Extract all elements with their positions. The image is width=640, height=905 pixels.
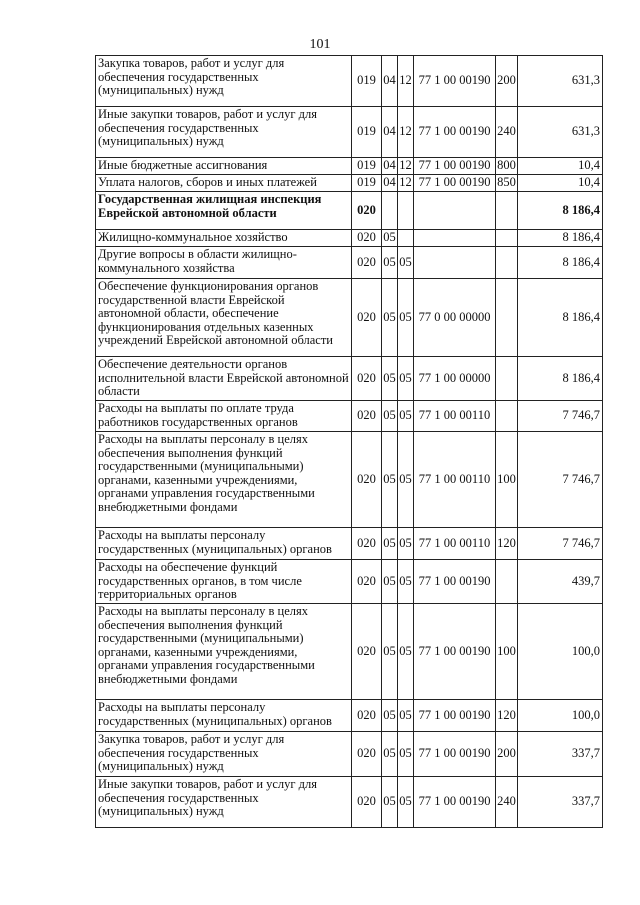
row-subsection-code: 05 [398, 777, 414, 828]
row-section-code: 05 [382, 279, 398, 357]
row-target-article-code: 77 1 00 00190 [414, 56, 496, 107]
row-ministry-code: 020 [352, 604, 382, 700]
row-amount: 7 746,7 [518, 401, 603, 432]
row-amount: 439,7 [518, 560, 603, 604]
row-amount: 337,7 [518, 732, 603, 777]
row-target-article-code: 77 1 00 00190 [414, 158, 496, 175]
row-amount: 100,0 [518, 700, 603, 732]
row-expense-type-code: 100 [496, 604, 518, 700]
row-amount: 100,0 [518, 604, 603, 700]
row-subsection-code: 12 [398, 158, 414, 175]
row-section-code: 05 [382, 732, 398, 777]
row-amount: 7 746,7 [518, 528, 603, 560]
row-ministry-code: 019 [352, 107, 382, 158]
row-ministry-code: 020 [352, 401, 382, 432]
row-subsection-code: 05 [398, 560, 414, 604]
row-target-article-code: 77 1 00 00190 [414, 175, 496, 192]
row-name-cell: Иные бюджетные ассигнования [96, 158, 352, 175]
table-row [96, 401, 603, 432]
row-ministry-code: 020 [352, 230, 382, 247]
row-subsection-code: 05 [398, 357, 414, 401]
row-amount: 10,4 [518, 158, 603, 175]
table-row [96, 357, 603, 401]
row-expense-type-code: 200 [496, 732, 518, 777]
row-subsection-code: 05 [398, 247, 414, 279]
row-subsection-code: 05 [398, 700, 414, 732]
row-amount: 8 186,4 [518, 247, 603, 279]
table-row [96, 279, 603, 357]
row-expense-type-code: 850 [496, 175, 518, 192]
row-expense-type-code: 100 [496, 432, 518, 528]
row-section-code: 04 [382, 56, 398, 107]
row-subsection-code: 05 [398, 732, 414, 777]
row-section-code: 04 [382, 175, 398, 192]
row-expense-type-code: 120 [496, 528, 518, 560]
row-name-cell: Расходы на выплаты персоналу государственных (муниципальных) органов [96, 528, 352, 560]
row-target-article-code: 77 1 00 00190 [414, 700, 496, 732]
row-section-code: 05 [382, 401, 398, 432]
row-name-cell: Иные закупки товаров, работ и услуг для обеспечения государственных (муниципальных) нужд [96, 777, 352, 828]
row-amount: 631,3 [518, 107, 603, 158]
row-amount: 337,7 [518, 777, 603, 828]
row-amount: 8 186,4 [518, 192, 603, 230]
row-ministry-code: 020 [352, 279, 382, 357]
page-number: 101 [309, 37, 331, 52]
row-expense-type-code: 800 [496, 158, 518, 175]
budget-table-body [96, 56, 603, 828]
row-ministry-code: 020 [352, 432, 382, 528]
row-amount: 7 746,7 [518, 432, 603, 528]
row-name-cell: Государственная жилищная инспекция Еврейской автономной области [96, 192, 352, 230]
table-row [96, 230, 603, 247]
row-target-article-code [414, 192, 496, 230]
row-target-article-code: 77 1 00 00190 [414, 732, 496, 777]
table-row [96, 777, 603, 828]
row-ministry-code: 020 [352, 192, 382, 230]
row-name-cell: Расходы на обеспечение функций государственных органов, в том числе территориальных органов [96, 560, 352, 604]
row-section-code: 05 [382, 700, 398, 732]
row-ministry-code: 020 [352, 732, 382, 777]
row-name-cell: Уплата налогов, сборов и иных платежей [96, 175, 352, 192]
row-name-cell: Другие вопросы в области жилищно-коммунального хозяйства [96, 247, 352, 279]
row-subsection-code [398, 230, 414, 247]
row-subsection-code [398, 192, 414, 230]
row-section-code: 04 [382, 107, 398, 158]
row-expense-type-code [496, 247, 518, 279]
row-subsection-code: 12 [398, 107, 414, 158]
row-target-article-code: 77 1 00 00110 [414, 401, 496, 432]
row-ministry-code: 019 [352, 175, 382, 192]
row-amount: 8 186,4 [518, 230, 603, 247]
row-target-article-code: 77 1 00 00110 [414, 432, 496, 528]
table-row [96, 56, 603, 107]
table-row [96, 192, 603, 230]
row-subsection-code: 05 [398, 604, 414, 700]
row-subsection-code: 12 [398, 175, 414, 192]
row-expense-type-code [496, 401, 518, 432]
table-row [96, 560, 603, 604]
row-section-code: 05 [382, 528, 398, 560]
row-expense-type-code: 200 [496, 56, 518, 107]
row-expense-type-code: 240 [496, 107, 518, 158]
row-name-cell: Обеспечение деятельности органов исполнительной власти Еврейской автономной области [96, 357, 352, 401]
row-target-article-code [414, 247, 496, 279]
row-amount: 8 186,4 [518, 357, 603, 401]
row-expense-type-code [496, 192, 518, 230]
row-section-code: 04 [382, 158, 398, 175]
row-section-code: 05 [382, 357, 398, 401]
table-row [96, 700, 603, 732]
row-ministry-code: 020 [352, 700, 382, 732]
row-expense-type-code [496, 279, 518, 357]
row-name-cell: Обеспечение функционирования органов государственной власти Еврейской автономной области, обеспечение функционирования отдельных казенных учреждений Еврейской автономной области [96, 279, 352, 357]
row-name-cell: Закупка товаров, работ и услуг для обеспечения государственных (муниципальных) нужд [96, 56, 352, 107]
row-ministry-code: 020 [352, 777, 382, 828]
row-name-cell: Расходы на выплаты по оплате труда работников государственных органов [96, 401, 352, 432]
row-subsection-code: 05 [398, 279, 414, 357]
table-row [96, 432, 603, 528]
row-expense-type-code [496, 357, 518, 401]
row-name-cell: Расходы на выплаты персоналу в целях обеспечения выполнения функций государственными (муниципальными) органами, казенными учреждениями, органами управления государственными внебюджетными фондами [96, 604, 352, 700]
row-target-article-code [414, 230, 496, 247]
row-name-cell: Расходы на выплаты персоналу в целях обеспечения выполнения функций государственными (муниципальными) органами, казенными учреждениями, органами управления государственными внебюджетными фондами [96, 432, 352, 528]
row-name-cell: Закупка товаров, работ и услуг для обеспечения государственных (муниципальных) нужд [96, 732, 352, 777]
row-name-cell: Расходы на выплаты персоналу государственных (муниципальных) органов [96, 700, 352, 732]
row-section-code: 05 [382, 247, 398, 279]
row-expense-type-code [496, 560, 518, 604]
row-amount: 631,3 [518, 56, 603, 107]
row-subsection-code: 05 [398, 432, 414, 528]
row-ministry-code: 020 [352, 560, 382, 604]
row-amount: 10,4 [518, 175, 603, 192]
row-ministry-code: 019 [352, 56, 382, 107]
row-expense-type-code [496, 230, 518, 247]
row-target-article-code: 77 1 00 00190 [414, 604, 496, 700]
row-section-code [382, 192, 398, 230]
row-ministry-code: 020 [352, 528, 382, 560]
row-section-code: 05 [382, 560, 398, 604]
table-row [96, 528, 603, 560]
row-expense-type-code: 240 [496, 777, 518, 828]
table-row [96, 604, 603, 700]
row-target-article-code: 77 1 00 00190 [414, 560, 496, 604]
budget-table [95, 55, 603, 828]
row-target-article-code: 77 0 00 00000 [414, 279, 496, 357]
table-row [96, 247, 603, 279]
row-subsection-code: 12 [398, 56, 414, 107]
row-name-cell: Жилищно-коммунальное хозяйство [96, 230, 352, 247]
row-target-article-code: 77 1 00 00190 [414, 777, 496, 828]
row-section-code: 05 [382, 604, 398, 700]
row-name-cell: Иные закупки товаров, работ и услуг для обеспечения государственных (муниципальных) нужд [96, 107, 352, 158]
row-target-article-code: 77 1 00 00000 [414, 357, 496, 401]
row-subsection-code: 05 [398, 528, 414, 560]
row-section-code: 05 [382, 230, 398, 247]
row-ministry-code: 019 [352, 158, 382, 175]
row-target-article-code: 77 1 00 00110 [414, 528, 496, 560]
row-expense-type-code: 120 [496, 700, 518, 732]
table-row [96, 175, 603, 192]
row-subsection-code: 05 [398, 401, 414, 432]
row-section-code: 05 [382, 777, 398, 828]
row-amount: 8 186,4 [518, 279, 603, 357]
table-row [96, 158, 603, 175]
row-section-code: 05 [382, 432, 398, 528]
row-target-article-code: 77 1 00 00190 [414, 107, 496, 158]
row-ministry-code: 020 [352, 247, 382, 279]
table-row [96, 107, 603, 158]
table-row [96, 732, 603, 777]
row-ministry-code: 020 [352, 357, 382, 401]
